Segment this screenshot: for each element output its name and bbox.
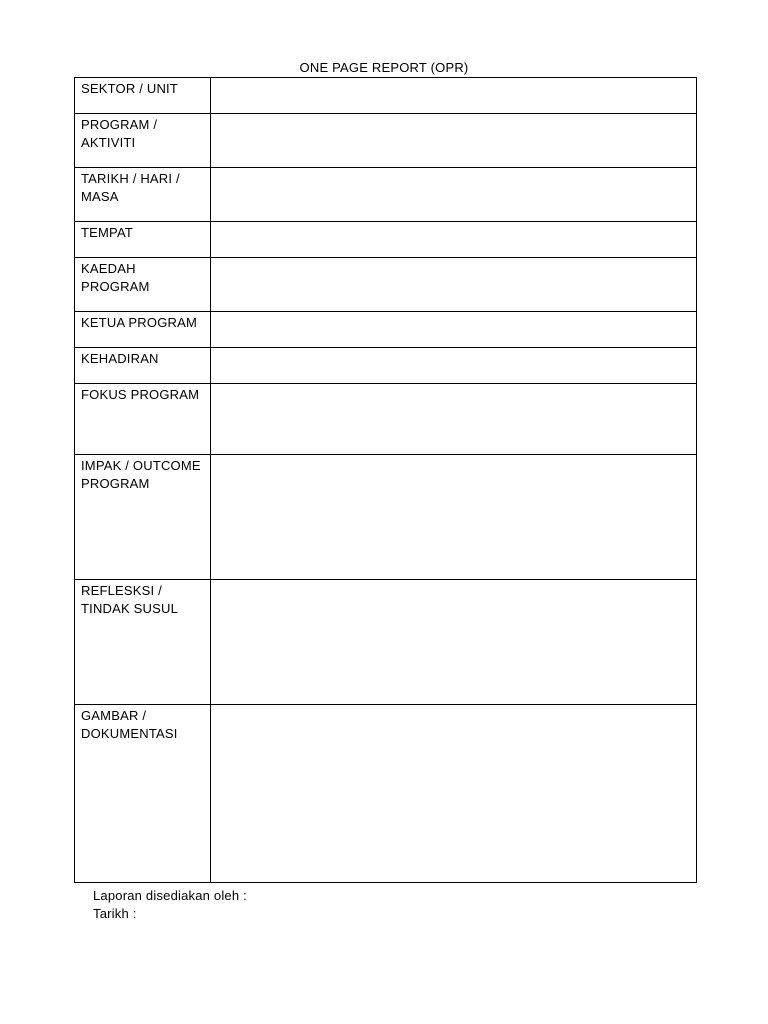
report-footer [93,887,247,923]
row-value-fokus-program [211,384,697,455]
report-table [74,77,697,883]
table-row [75,114,697,168]
row-label-tempat: TEMPAT [75,222,211,258]
row-label-sektor-unit: SEKTOR / UNIT [75,78,211,114]
row-label-kaedah-program: KAEDAH PROGRAM [75,258,211,312]
table-row [75,258,697,312]
row-label-program-aktiviti: PROGRAM / AKTIVITI [75,114,211,168]
prepared-by-label: Laporan disediakan oleh : [93,888,247,903]
row-value-sektor-unit [211,78,697,114]
row-value-impak-outcome [211,455,697,580]
table-row [75,455,697,580]
row-label-impak-outcome: IMPAK / OUTCOME PROGRAM [75,455,211,580]
row-value-tempat [211,222,697,258]
row-label-ketua-program: KETUA PROGRAM [75,312,211,348]
row-label-kehadiran: KEHADIRAN [75,348,211,384]
row-value-kaedah-program [211,258,697,312]
row-value-kehadiran [211,348,697,384]
table-row [75,222,697,258]
row-value-tarikh-hari-masa [211,168,697,222]
date-label: Tarikh : [93,906,137,921]
row-value-program-aktiviti [211,114,697,168]
table-row [75,168,697,222]
row-label-fokus-program: FOKUS PROGRAM [75,384,211,455]
table-row [75,705,697,883]
table-row [75,312,697,348]
report-title: ONE PAGE REPORT (OPR) [299,60,469,75]
table-row [75,384,697,455]
table-row [75,348,697,384]
table-row [75,580,697,705]
table-row [75,78,697,114]
row-label-refleksi-tindak-susul: REFLESKSI / TINDAK SUSUL [75,580,211,705]
row-label-gambar-dokumentasi: GAMBAR / DOKUMENTASI [75,705,211,883]
row-value-refleksi-tindak-susul [211,580,697,705]
row-value-gambar-dokumentasi [211,705,697,883]
row-value-ketua-program [211,312,697,348]
row-label-tarikh-hari-masa: TARIKH / HARI / MASA [75,168,211,222]
